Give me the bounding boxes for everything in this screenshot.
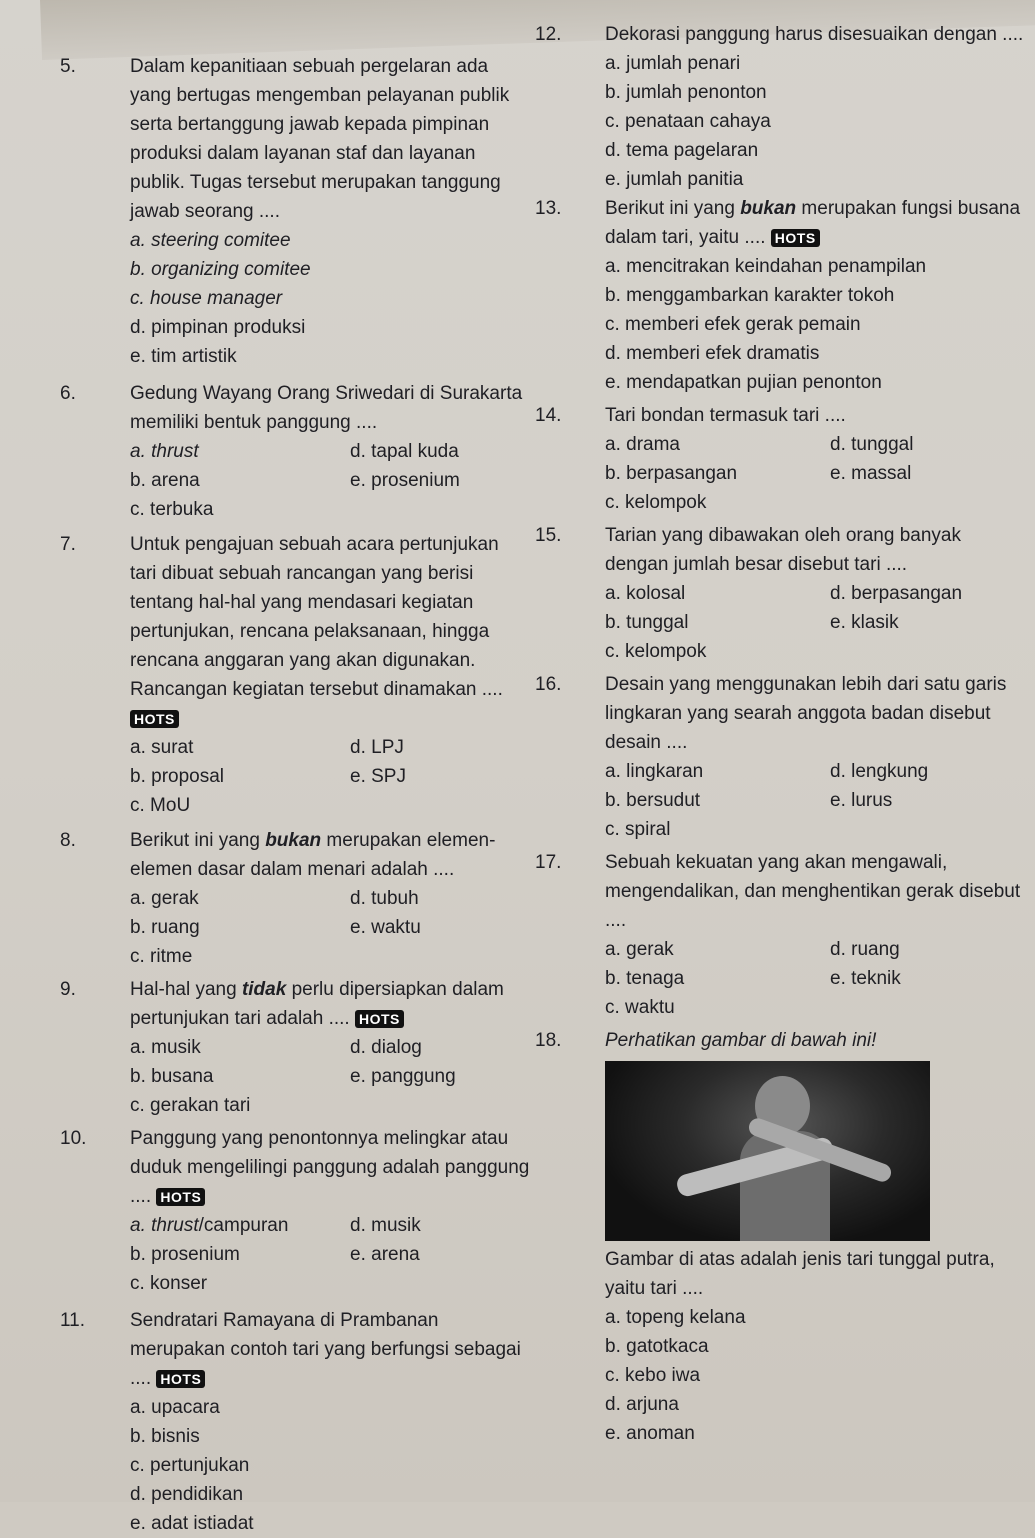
question-number: 5. <box>60 56 76 77</box>
question-8 <box>60 826 530 971</box>
option-e: e. waktu <box>350 917 421 938</box>
option-a: a. drama <box>605 434 680 455</box>
option-b: b. arena <box>130 470 200 491</box>
option-a: a. gerak <box>130 888 199 909</box>
option-e: e. mendapatkan pujian penonton <box>605 372 882 393</box>
option-c: c. spiral <box>605 819 671 840</box>
question-13 <box>535 194 1025 397</box>
option-e: e. panggung <box>350 1066 456 1087</box>
option-a: a. topeng kelana <box>605 1307 746 1328</box>
hots-badge: HOTS <box>156 1188 205 1206</box>
option-c: c. kebo iwa <box>605 1365 701 1386</box>
question-text: Panggung yang penontonnya melingkar atau duduk mengelilingi panggung adalah panggung .... <box>130 1128 530 1207</box>
option-a: a. steering comitee <box>130 230 291 251</box>
option-e: e. arena <box>350 1244 420 1265</box>
question-number: 14. <box>535 405 562 426</box>
question-number: 6. <box>60 383 76 404</box>
option-e: e. anoman <box>605 1423 695 1444</box>
question-text: Untuk pengajuan sebuah acara pertunjukan tari dibuat sebuah rancangan yang berisi tentang hal-hal yang mendasari kegiatan pertunjukan, rencana pelaksanaan, hingga rencana anggaran yang akan digunakan. Rancangan kegiatan tersebut dinamakan .... <box>130 534 503 700</box>
question-number: 7. <box>60 534 76 555</box>
option-e: e. SPJ <box>350 766 406 787</box>
option-c: c. ritme <box>130 946 193 967</box>
option-d: d. arjuna <box>605 1394 679 1415</box>
option-b: b. bersudut <box>605 790 701 811</box>
option-b: b. berpasangan <box>605 463 738 484</box>
option-d: d. memberi efek dramatis <box>605 343 820 364</box>
question-number: 12. <box>535 24 562 45</box>
option-d: d. tunggal <box>830 434 914 455</box>
question-10 <box>60 1124 530 1298</box>
question-text: Gedung Wayang Orang Sriwedari di Surakarta memiliki bentuk panggung .... <box>130 383 523 433</box>
option-d: d. tema pagelaran <box>605 140 759 161</box>
hots-badge: HOTS <box>156 1370 205 1388</box>
option-a: a. thrust <box>130 441 199 462</box>
option-c: c. kelompok <box>605 641 707 662</box>
option-d: d. musik <box>350 1215 421 1236</box>
option-d: d. pimpinan produksi <box>130 317 306 338</box>
option-e: e. jumlah panitia <box>605 169 744 190</box>
option-b: b. tunggal <box>605 612 689 633</box>
option-d: d. LPJ <box>350 737 404 758</box>
option-b: b. prosenium <box>130 1244 240 1265</box>
question-7 <box>60 530 530 820</box>
option-e: e. klasik <box>830 612 899 633</box>
option-d: d. tubuh <box>350 888 419 909</box>
option-c: c. penataan cahaya <box>605 111 771 132</box>
option-c: c. waktu <box>605 997 675 1018</box>
option-b: b. menggambarkan karakter tokoh <box>605 285 895 306</box>
question-number: 16. <box>535 674 562 695</box>
question-number: 15. <box>535 525 562 546</box>
option-e: e. massal <box>830 463 912 484</box>
question-number: 17. <box>535 852 562 873</box>
question-14 <box>535 401 1025 517</box>
question-text-post: merupakan elemen-elemen dasar dalam menari adalah .... <box>130 830 496 880</box>
option-e: e. tim artistik <box>130 346 237 367</box>
option-b: b. organizing comitee <box>130 259 311 280</box>
question-text-pre: Hal-hal yang <box>130 979 237 1000</box>
dancer-photo <box>605 1061 930 1241</box>
question-text-2: Gambar di atas adalah jenis tari tunggal putra, yaitu tari .... <box>605 1249 995 1299</box>
option-c: c. kelompok <box>605 492 707 513</box>
option-a: a. lingkaran <box>605 761 704 782</box>
option-c: c. terbuka <box>130 499 214 520</box>
option-a: a. jumlah penari <box>605 53 741 74</box>
option-b: b. ruang <box>130 917 200 938</box>
hots-badge: HOTS <box>130 710 179 728</box>
question-16 <box>535 670 1025 844</box>
question-number: 11. <box>60 1310 86 1331</box>
option-c: c. konser <box>130 1273 208 1294</box>
option-e: e. teknik <box>830 968 901 989</box>
option-d: d. ruang <box>830 939 900 960</box>
option-a: a. surat <box>130 737 194 758</box>
question-number: 8. <box>60 830 76 851</box>
option-a: a. upacara <box>130 1397 220 1418</box>
question-text: Desain yang menggunakan lebih dari satu garis lingkaran yang searah anggota badan disebut desain .... <box>605 674 1007 753</box>
option-d: d. tapal kuda <box>350 441 459 462</box>
question-text-pre: Berikut ini yang <box>130 830 260 851</box>
hots-badge: HOTS <box>771 229 820 247</box>
option-d: d. pendidikan <box>130 1484 244 1505</box>
question-text: Dekorasi panggung harus disesuaikan dengan .... <box>605 24 1024 45</box>
question-17 <box>535 848 1025 1022</box>
option-d: d. lengkung <box>830 761 929 782</box>
question-text: Perhatikan gambar di bawah ini! <box>605 1030 877 1051</box>
question-9 <box>60 975 530 1120</box>
option-b: b. gatotkaca <box>605 1336 709 1357</box>
emphasis-word: tidak <box>241 979 287 1000</box>
question-5 <box>60 52 530 371</box>
option-a: a. musik <box>130 1037 201 1058</box>
question-15 <box>535 521 1025 666</box>
option-c: c. gerakan tari <box>130 1095 251 1116</box>
question-number: 18. <box>535 1030 562 1051</box>
option-a-rest: /campuran <box>198 1215 289 1236</box>
question-text: Tarian yang dibawakan oleh orang banyak dengan jumlah besar disebut tari .... <box>605 525 961 575</box>
question-number: 13. <box>535 198 562 219</box>
option-a: a. gerak <box>605 939 674 960</box>
emphasis-word: bukan <box>740 198 797 219</box>
option-c: c. house manager <box>130 288 283 309</box>
question-text: Sendratari Ramayana di Prambanan merupakan contoh tari yang berfungsi sebagai .... <box>130 1310 521 1389</box>
option-e: e. prosenium <box>350 470 460 491</box>
question-text: Sebuah kekuatan yang akan mengawali, mengendalikan, dan menghentikan gerak disebut .... <box>605 852 1021 931</box>
question-11 <box>60 1306 530 1538</box>
question-number: 10. <box>60 1128 87 1149</box>
option-c: c. pertunjukan <box>130 1455 250 1476</box>
option-c: c. MoU <box>130 795 191 816</box>
left-column <box>60 52 530 1538</box>
option-a: a. kolosal <box>605 583 686 604</box>
question-text-post: merupakan fungsi busana dalam tari, yaitu .... <box>605 198 1021 248</box>
option-a: a. mencitrakan keindahan penampilan <box>605 256 927 277</box>
question-text-post: perlu dipersiapkan dalam pertunjukan tari adalah .... <box>130 979 504 1029</box>
option-d: d. dialog <box>350 1037 422 1058</box>
option-b: b. tenaga <box>605 968 685 989</box>
option-b: b. jumlah penonton <box>605 82 767 103</box>
question-text: Tari bondan termasuk tari .... <box>605 405 846 426</box>
option-e: e. lurus <box>830 790 893 811</box>
question-number: 9. <box>60 979 76 1000</box>
emphasis-word: bukan <box>265 830 322 851</box>
question-text-pre: Berikut ini yang <box>605 198 735 219</box>
hots-badge: HOTS <box>355 1010 404 1028</box>
question-text: Dalam kepanitiaan sebuah pergelaran ada yang bertugas mengemban pelayanan publik serta bertanggung jawab kepada pimpinan produksi dalam layanan staf dan layanan publik. Tugas tersebut merupakan tanggung jawab seorang .... <box>130 56 510 222</box>
right-column <box>535 20 1025 1448</box>
question-6 <box>60 379 530 524</box>
option-e: e. adat istiadat <box>130 1513 254 1534</box>
option-b: b. proposal <box>130 766 225 787</box>
option-b: b. busana <box>130 1066 214 1087</box>
option-d: d. berpasangan <box>830 583 963 604</box>
question-18 <box>535 1026 1025 1448</box>
option-a-italic: a. thrust <box>130 1215 199 1236</box>
option-b: b. bisnis <box>130 1426 200 1447</box>
option-c: c. memberi efek gerak pemain <box>605 314 861 335</box>
question-12 <box>535 20 1025 194</box>
